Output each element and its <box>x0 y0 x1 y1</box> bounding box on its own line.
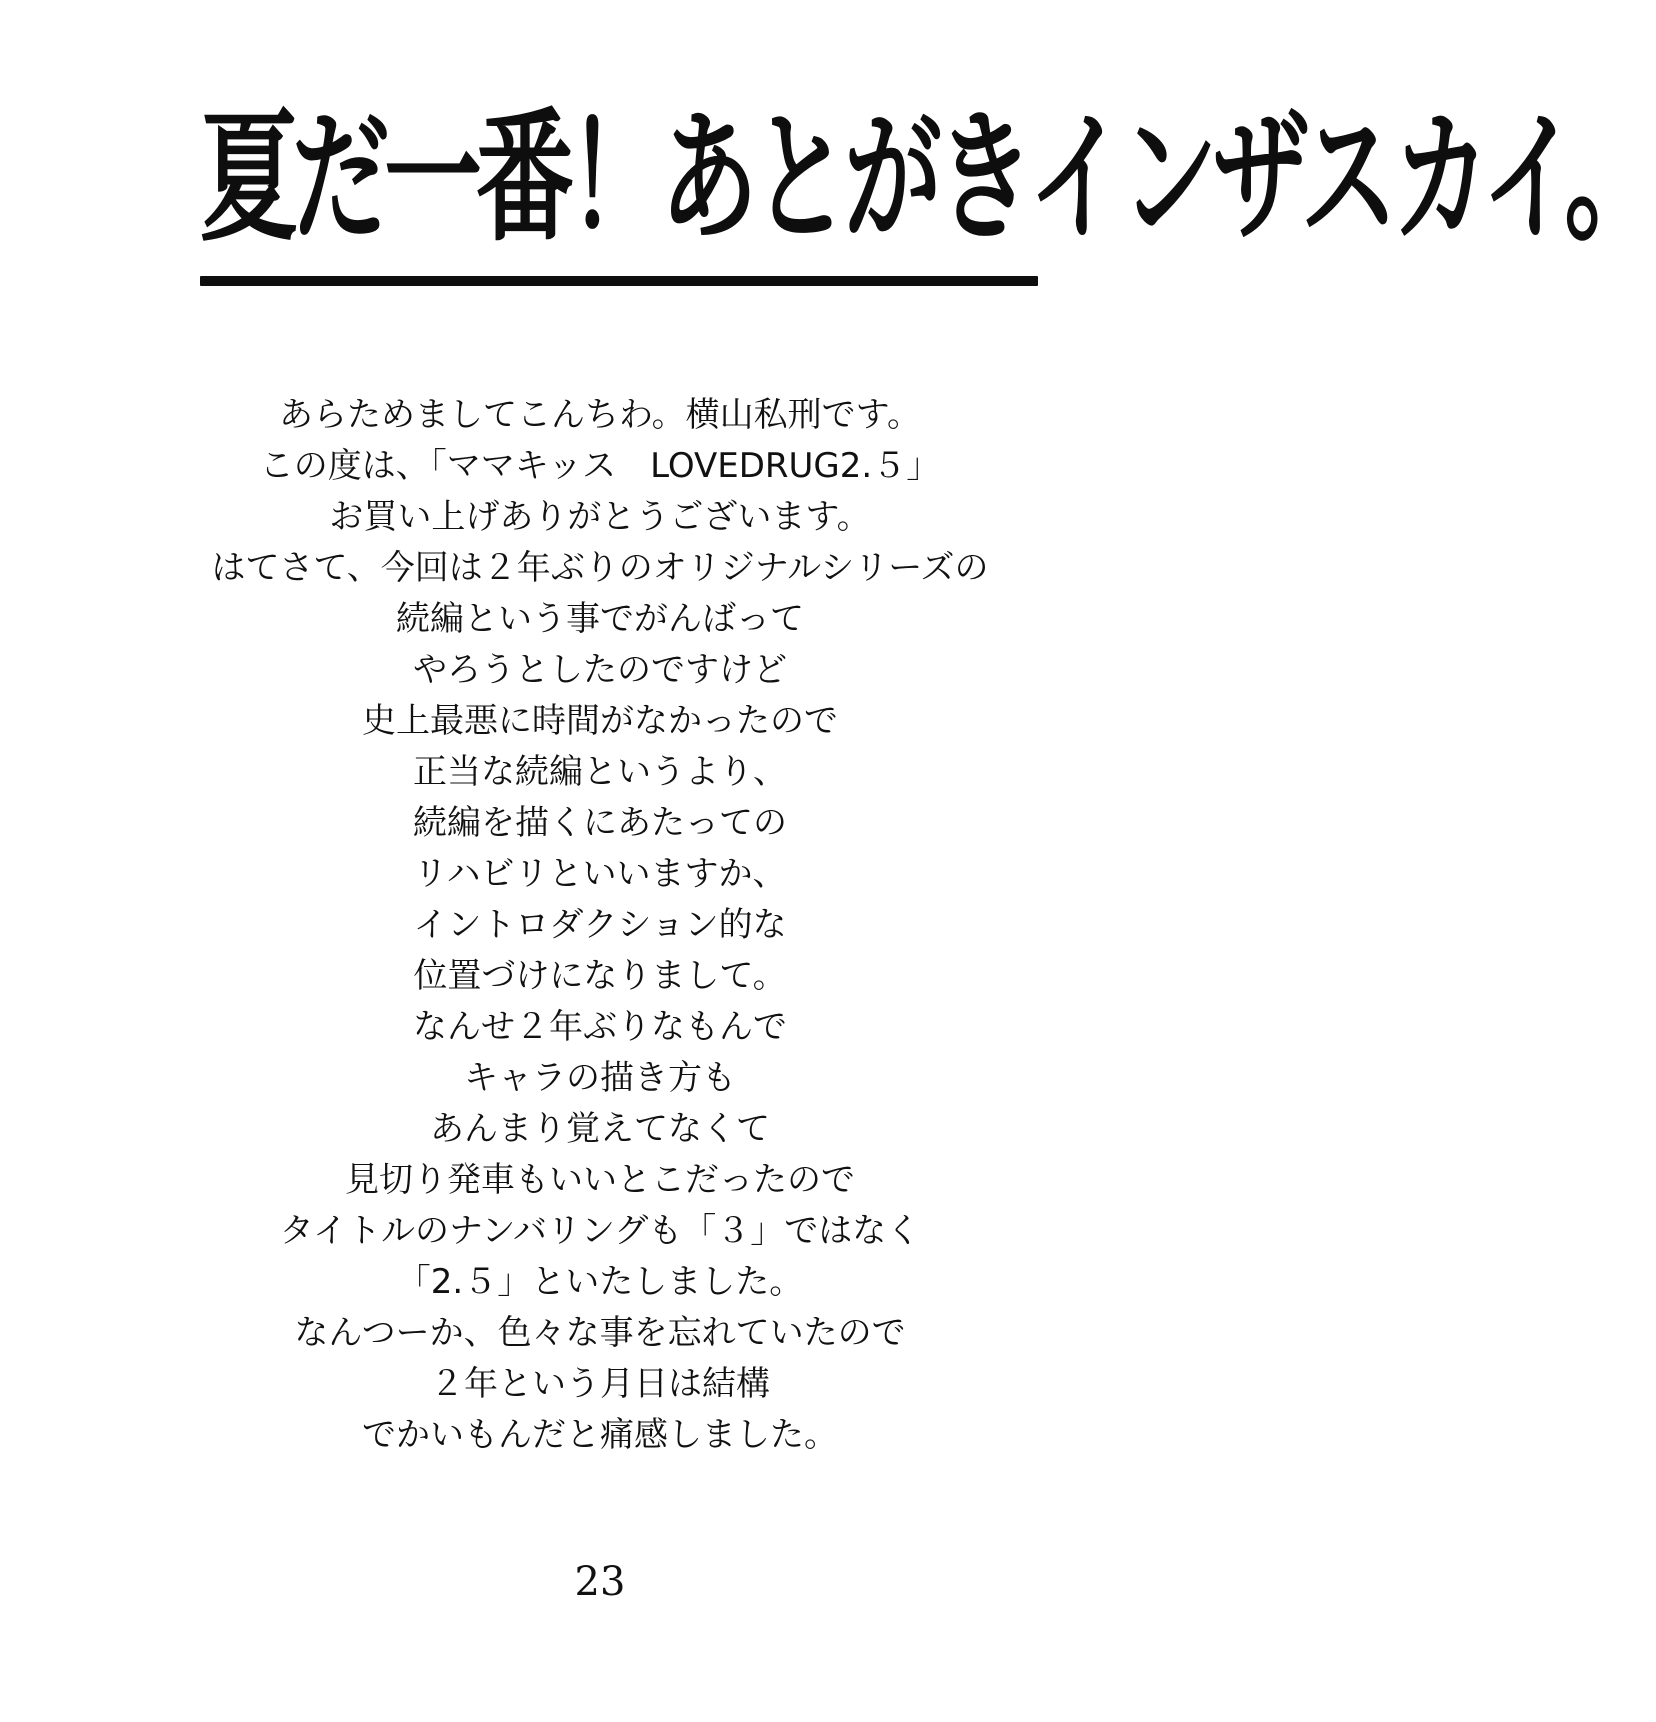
body-line: 「2.５」といたしました。 <box>396 1262 804 1302</box>
body-line: リハビリといいますか、 <box>413 854 787 894</box>
body-line: なんつーか、色々な事を忘れていたので <box>294 1313 906 1353</box>
body-line: やろうとしたのですけど <box>413 650 787 690</box>
title-block <box>200 84 1656 284</box>
body-line: あんまり覚えてなくて <box>430 1109 770 1149</box>
body-line: はてさて、今回は２年ぶりのオリジナルシリーズの <box>211 548 989 588</box>
body-line: 正当な続編というより、 <box>413 752 787 792</box>
body-line: タイトルのナンバリングも「３」ではなく <box>279 1211 921 1251</box>
afterword-body <box>60 390 1140 1461</box>
title-underline <box>200 276 1038 286</box>
body-line: お買い上げありがとうございます。 <box>329 497 871 537</box>
body-line: なんせ２年ぶりなもんで <box>413 1007 787 1047</box>
body-line: 続編という事でがんばって <box>396 599 804 639</box>
body-line: 見切り発車もいいとこだったので <box>345 1160 855 1200</box>
body-line: この度は、「ママキッス LOVEDRUG2.５」 <box>259 446 941 486</box>
page-title: 夏だ一番！あとがきインザスカイ。 <box>200 96 1656 262</box>
body-line: 続編を描くにあたっての <box>413 803 787 843</box>
body-line: あらためましてこんちわ。横山私刑です。 <box>279 395 921 435</box>
body-line: キャラの描き方も <box>464 1058 736 1098</box>
body-line: 史上最悪に時間がなかったので <box>362 701 838 741</box>
body-line: イントロダクション的な <box>413 905 787 945</box>
body-line: 位置づけになりまして。 <box>413 956 787 996</box>
page-number: 23 <box>574 1559 626 1605</box>
body-line: でかいもんだと痛感しました。 <box>362 1415 838 1455</box>
body-line: ２年という月日は結構 <box>430 1364 770 1404</box>
